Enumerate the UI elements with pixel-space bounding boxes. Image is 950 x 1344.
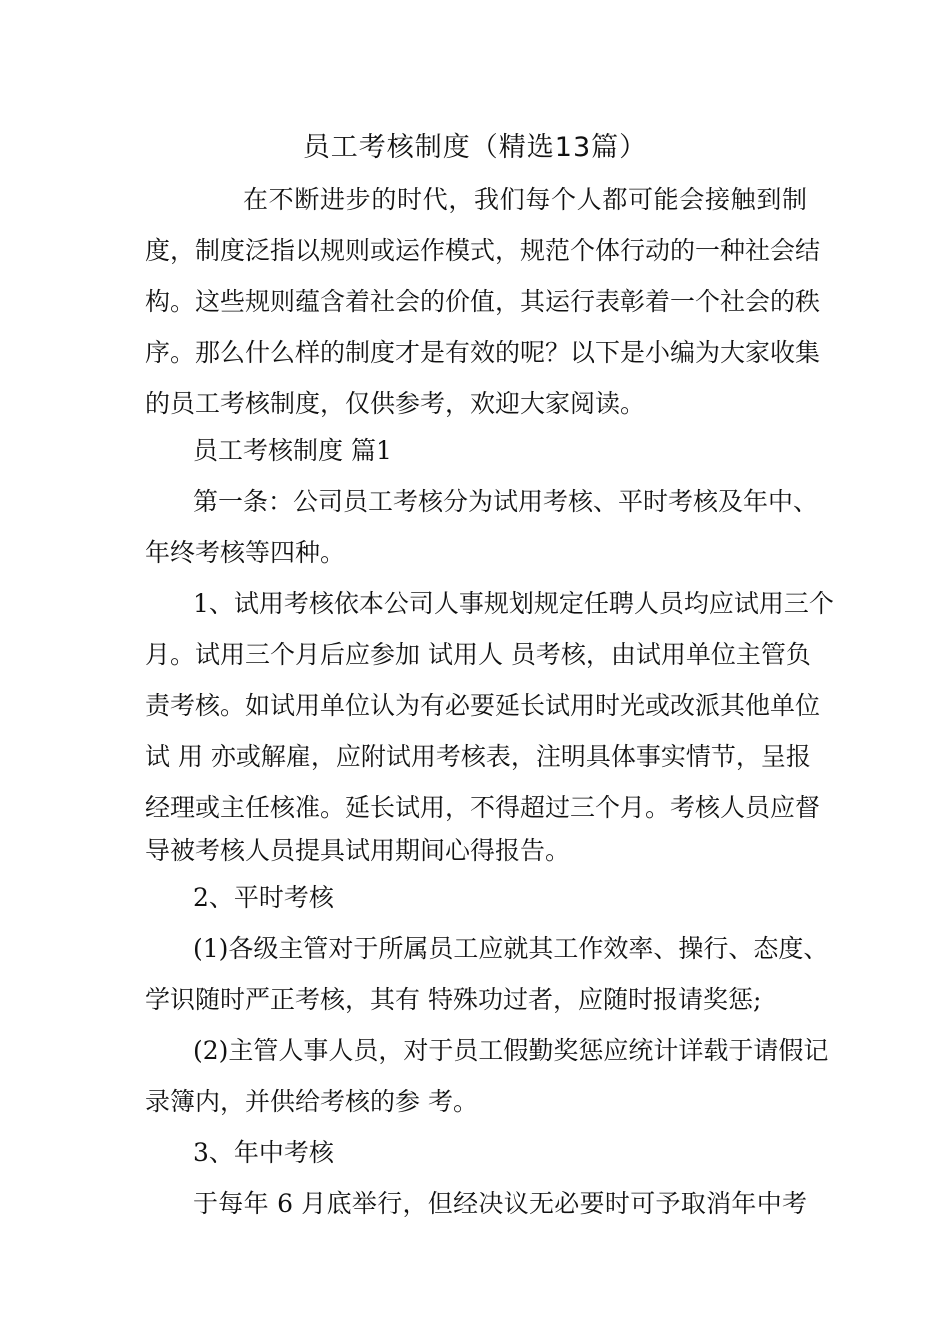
- paragraph-line: 试 用 亦或解雇，应附试用考核表，注明具体事实情节，呈报: [145, 742, 811, 771]
- paragraph-line: 录簿内，并供给考核的参 考。: [145, 1087, 478, 1116]
- paragraph-line: 第一条：公司员工考核分为试用考核、平时考核及年中、: [193, 487, 819, 516]
- section-heading: 2、平时考核: [193, 883, 334, 912]
- paragraph-line: 1、试用考核依本公司人事规划规定任聘人员均应试用三个: [193, 589, 834, 618]
- paragraph-line: 于每年 6 月底举行，但经决议无必要时可予取消年中考: [193, 1189, 807, 1218]
- section-heading: 员工考核制度 篇1: [193, 436, 392, 465]
- paragraph-line: 导被考核人员提具试用期间心得报告。: [145, 836, 571, 865]
- paragraph-line: 责考核。如试用单位认为有必要延长试用时光或改派其他单位: [145, 691, 821, 720]
- paragraph-line: (1)各级主管对于所属员工应就其工作效率、操行、态度、: [193, 934, 829, 963]
- paragraph-line: 的员工考核制度，仅供参考，欢迎大家阅读。: [145, 389, 646, 418]
- paragraph-line: 度，制度泛指以规则或运作模式，规范个体行动的一种社会结: [145, 236, 821, 265]
- paragraph-line: 学识随时严正考核，其有 特殊功过者，应随时报请奖惩;: [145, 985, 762, 1014]
- document-title: 员工考核制度（精选13篇）: [302, 132, 648, 163]
- paragraph-line: (2)主管人事人员，对于员工假勤奖惩应统计详载于请假记: [193, 1036, 829, 1065]
- paragraph-line: 序。那么什么样的制度才是有效的呢？以下是小编为大家收集: [145, 338, 821, 367]
- section-heading: 3、年中考核: [193, 1138, 334, 1167]
- paragraph-line: 在不断进步的时代，我们每个人都可能会接触到制: [243, 185, 807, 214]
- paragraph-line: 年终考核等四种。: [145, 538, 346, 567]
- paragraph-line: 经理或主任核准。延长试用，不得超过三个月。考核人员应督: [145, 793, 821, 822]
- paragraph-line: 构。这些规则蕴含着社会的价值，其运行表彰着一个社会的秩: [145, 287, 821, 316]
- paragraph-line: 月。试用三个月后应参加 试用人 员考核，由试用单位主管负: [145, 640, 811, 669]
